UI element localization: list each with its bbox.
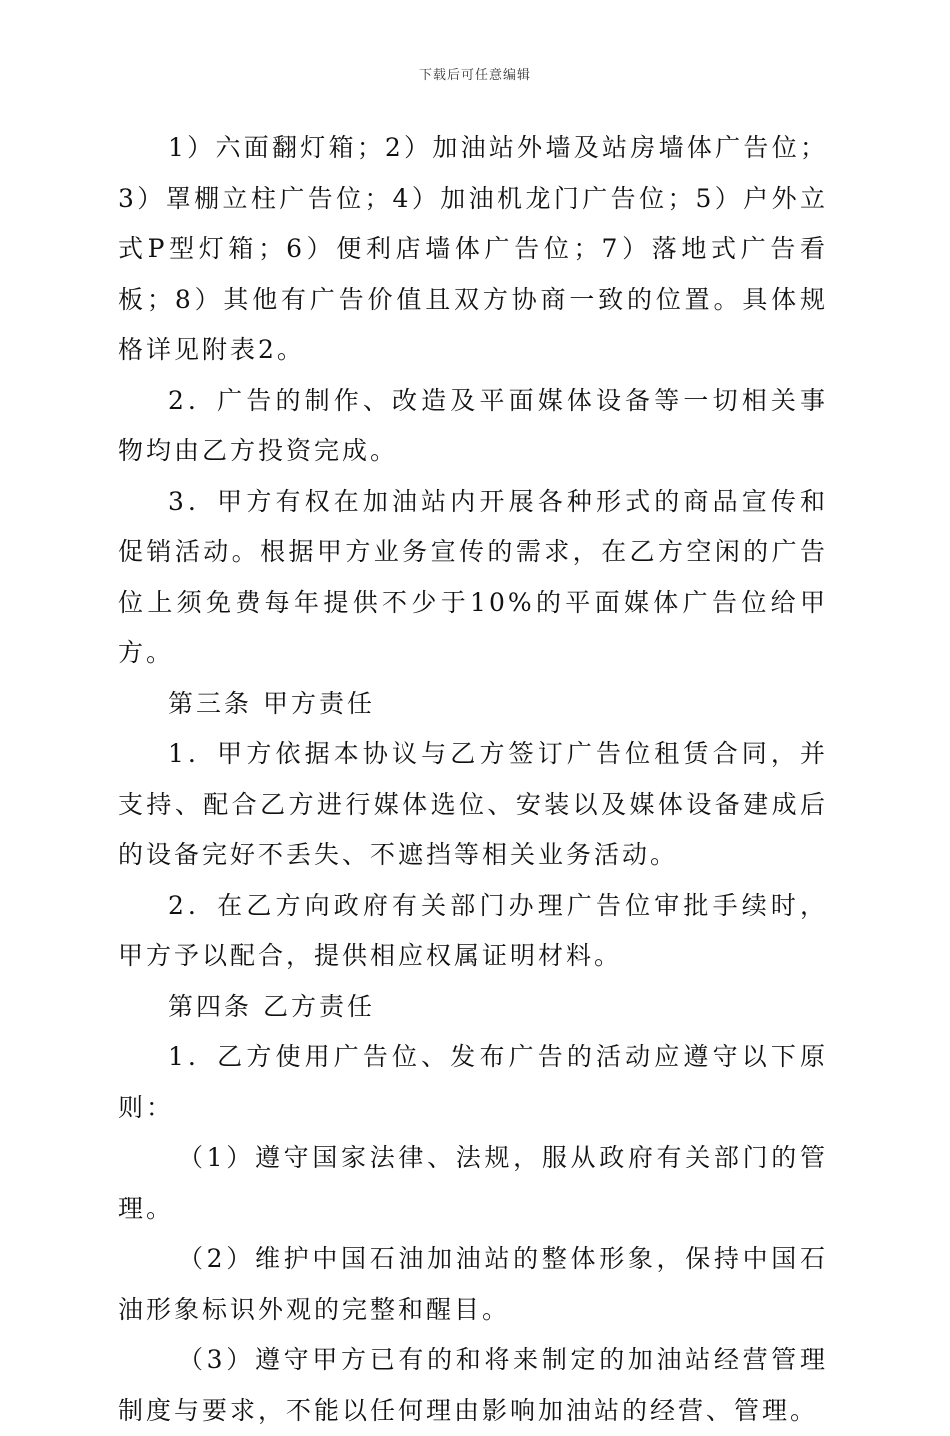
page-header: 下载后可任意编辑 xyxy=(418,68,531,83)
principle-item-3: （3）遵守甲方已有的和将来制定的加油站经营管理制度与要求，不能以任何理由影响加油站的经营、管理。 xyxy=(118,1345,828,1425)
principle-item-1: （1）遵守国家法律、法规，服从政府有关部门的管理。 xyxy=(118,1143,828,1223)
paragraph-party-a-promotion: 3．甲方有权在加油站内开展各种形式的商品宣传和促销活动。根据甲方业务宣传的需求，在乙方空闲的广告位上须免费每年提供不少于10%的平面媒体广告位给甲方。 xyxy=(118,486,828,667)
document-body xyxy=(118,123,828,1436)
article-four-heading: 第四条 乙方责任 xyxy=(168,991,375,1021)
paragraph-party-a-duty-1: 1．甲方依据本协议与乙方签订广告位租赁合同，并支持、配合乙方进行媒体选位、安装以及媒体设备建成后的设备完好不丢失、不遮挡等相关业务活动。 xyxy=(118,739,828,869)
principle-item-2: （2）维护中国石油加油站的整体形象，保持中国石油形象标识外观的完整和醒目。 xyxy=(118,1244,828,1324)
paragraph-party-b-duty-1: 1．乙方使用广告位、发布广告的活动应遵守以下原则： xyxy=(118,1042,828,1122)
paragraph-party-a-duty-2: 2．在乙方向政府有关部门办理广告位审批手续时，甲方予以配合，提供相应权属证明材料。 xyxy=(118,890,828,970)
paragraph-ad-positions: 1）六面翻灯箱；2）加油站外墙及站房墙体广告位；3）罩棚立柱广告位；4）加油机龙门广告位；5）户外立式P型灯箱；6）便利店墙体广告位；7）落地式广告看板；8）其他有广告价值且双方协商一致的位置。具体规格详见附表2。 xyxy=(118,133,828,364)
article-three-heading: 第三条 甲方责任 xyxy=(168,688,375,718)
paragraph-ad-production: 2．广告的制作、改造及平面媒体设备等一切相关事物均由乙方投资完成。 xyxy=(118,385,828,465)
